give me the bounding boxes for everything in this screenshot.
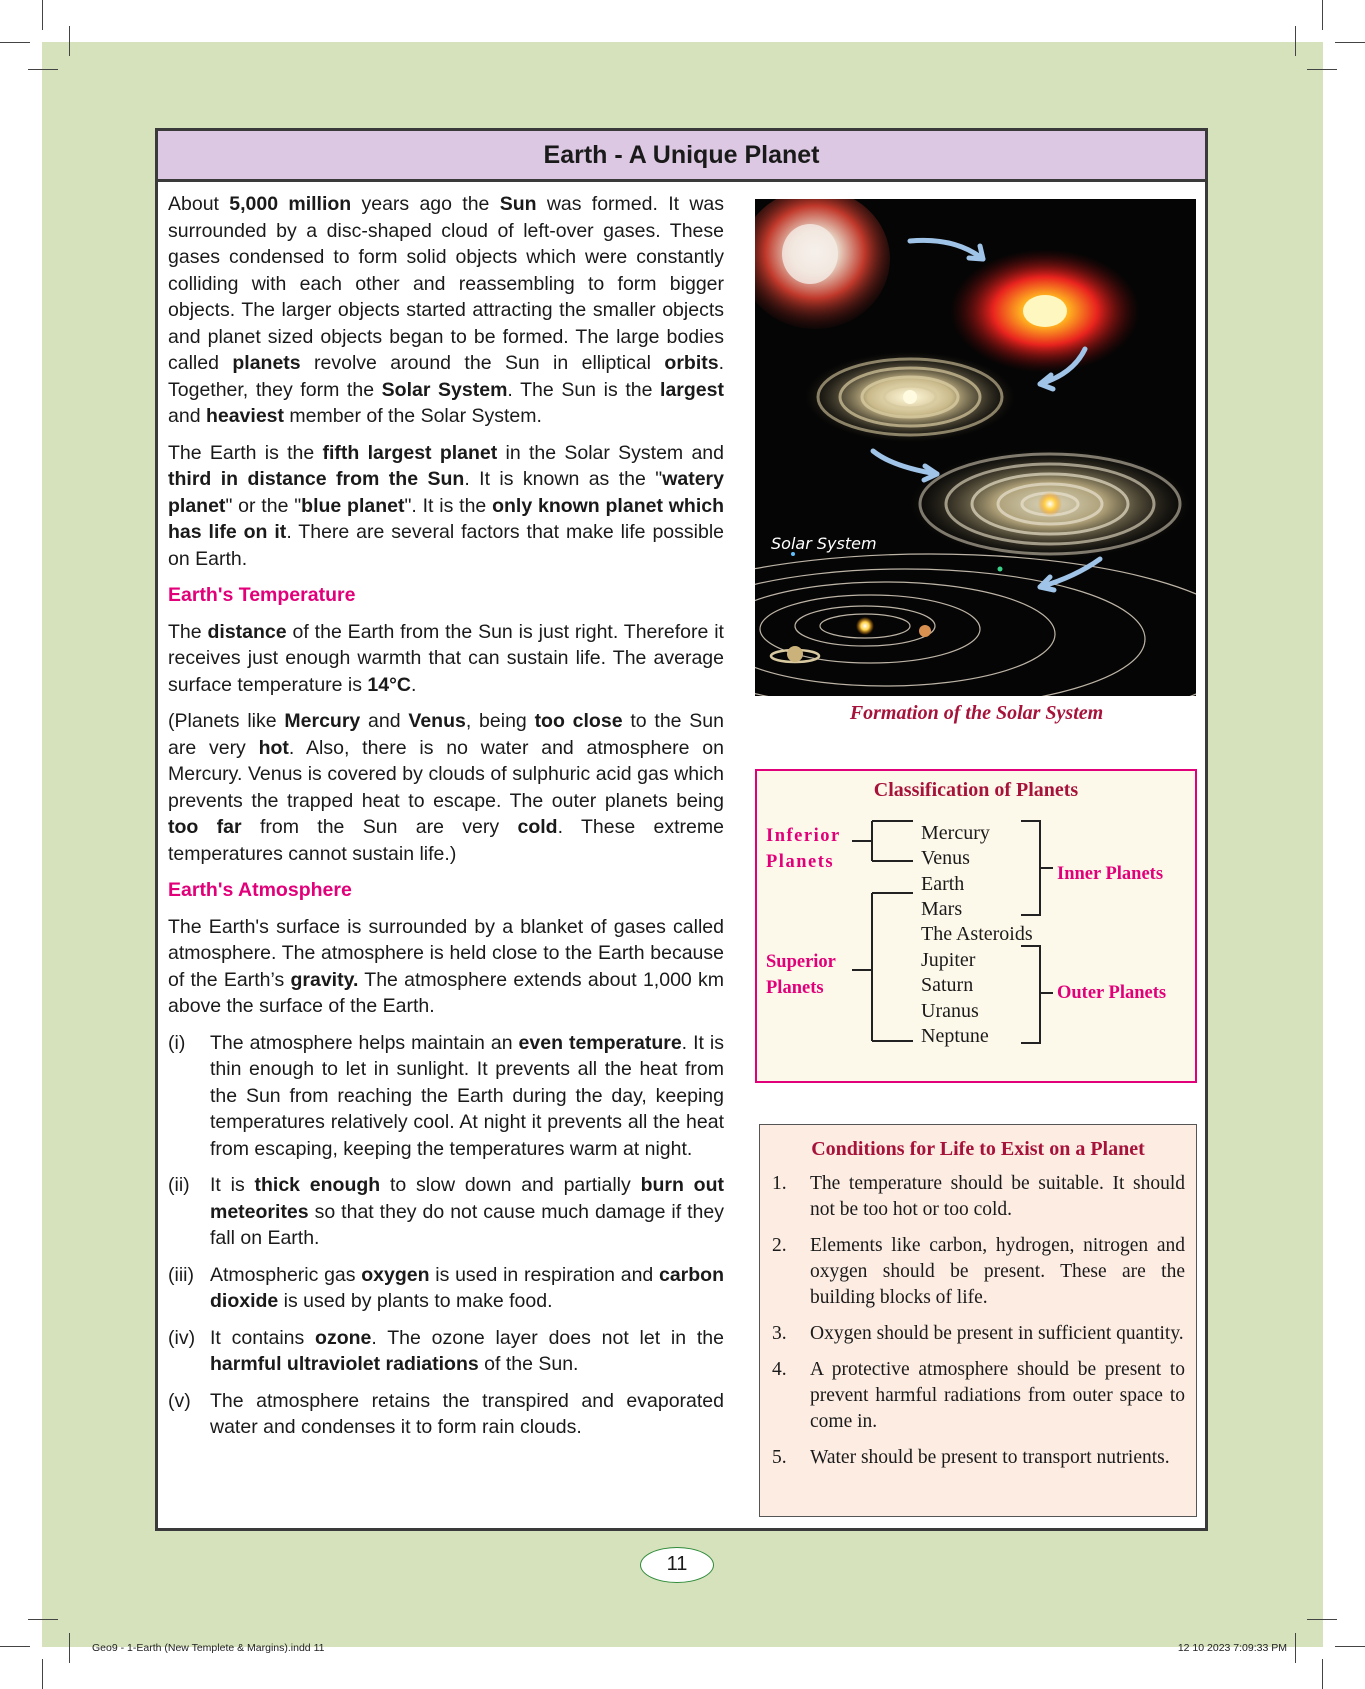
bold-text: third in distance from the Sun — [168, 468, 465, 490]
outer-planets-label: Outer Planets — [1057, 983, 1167, 1003]
figure-column — [755, 199, 1198, 725]
crop-mark — [69, 1633, 70, 1663]
bold-text: 5,000 million — [229, 193, 352, 215]
list-item-text: A protective atmosphere should be present to prevent harmful radiations from outer space to come in. — [810, 1359, 1185, 1432]
text-run: was formed. It was surrounded by a disc-shaped cloud of left-over gases. These gases condensed to form solid objects which were constantly colliding with each other and reassembling to form bigger objects. The larger objects started attracting the smaller objects and planet sized objects began to be formed. The large bodies called — [168, 193, 724, 374]
text-run: and — [360, 710, 409, 732]
text-run: . It is known as the " — [464, 468, 663, 490]
solar-system-formation-image — [755, 199, 1196, 696]
list-item — [168, 1172, 724, 1252]
conditions-title: Conditions for Life to Exist on a Planet — [811, 1138, 1145, 1160]
bold-text: Mercury — [284, 710, 361, 732]
planet-name: Venus — [921, 847, 970, 869]
text-run: Atmospheric gas — [210, 1263, 362, 1286]
crop-mark — [28, 69, 58, 70]
text-run: of the Sun. — [478, 1353, 579, 1375]
text-run: so that they do not cause much damage if they fall on Earth. — [210, 1200, 724, 1249]
planet-name: The Asteroids — [921, 923, 1033, 945]
text-run: . The Sun is the — [507, 378, 661, 401]
bold-text: watery planet — [168, 468, 724, 517]
atmosphere-heading: Earth's Atmosphere — [168, 879, 352, 901]
bold-text: Solar System — [381, 378, 508, 401]
text-run: It contains — [210, 1326, 316, 1349]
text-run: The Earth is the — [168, 441, 323, 464]
crop-mark — [42, 0, 43, 30]
classification-box — [755, 769, 1197, 1083]
bold-text: fifth largest planet — [322, 441, 498, 464]
planet-forming-disk — [910, 449, 1190, 559]
text-run: member of the Solar System. — [284, 405, 542, 427]
bold-text: burn out meteorites — [210, 1174, 724, 1223]
bold-text: hot — [258, 736, 289, 759]
print-slug-timestamp: 12 10 2023 7:09:33 PM — [1177, 1642, 1287, 1654]
text-run: of the Earth from the Sun is just right. Therefore it receives just enough warmth that can sustain life. The average surface temperature is — [168, 620, 724, 696]
atmosphere-points — [168, 1030, 724, 1441]
bold-text: planets — [232, 352, 301, 374]
print-slug-filename: Geo9 - 1-Earth (New Templete & Margins).indd 11 — [92, 1642, 325, 1654]
list-item — [168, 1030, 724, 1163]
inner-bracket — [1021, 821, 1040, 915]
list-item-text — [210, 1030, 724, 1163]
text-run: . There are several factors that make life possible on Earth. — [168, 521, 725, 570]
text-run: . Together, they form the — [168, 352, 724, 401]
list-item — [168, 1325, 724, 1378]
list-item-text — [210, 1262, 724, 1315]
bold-text: carbon dioxide — [210, 1263, 724, 1312]
list-item — [772, 1357, 1185, 1435]
text-run: and — [168, 405, 206, 427]
bold-text: 14°C — [367, 673, 411, 696]
crop-mark — [0, 42, 30, 43]
bold-text: gravity. — [290, 968, 359, 991]
text-run: to slow down and partially — [380, 1174, 641, 1196]
list-item-text: The temperature should be suitable. It should not be too hot or too cold. — [810, 1173, 1185, 1220]
main-text-column — [168, 191, 724, 1451]
text-run: in the Solar System and — [497, 441, 724, 464]
text-run: is used by plants to make food. — [278, 1290, 553, 1312]
list-item — [168, 1388, 724, 1441]
crop-mark — [1295, 26, 1296, 56]
crop-mark — [1307, 69, 1337, 70]
text-run: ". It is the — [404, 494, 493, 517]
bold-text: heaviest — [205, 405, 285, 427]
text-run: The Earth's surface is surrounded by a blanket of gases called atmosphere. The atmosphere is held close to the Earth because of the Earth’s — [168, 915, 724, 991]
text-run: . Also, there is no water and atmosphere on Mercury. Venus is covered by clouds of sulphuric acid gas which prevents the trapped heat to escape. The outer planets being — [168, 736, 724, 812]
planet-name: Mars — [921, 898, 963, 920]
superior-bracket — [872, 893, 913, 1041]
list-item-number: (i) — [168, 1031, 186, 1054]
figure-caption: Formation of the Solar System — [849, 702, 1104, 724]
text-run: " or the " — [225, 494, 302, 517]
page-title: Earth - A Unique Planet — [158, 131, 1205, 182]
crop-mark — [1322, 0, 1323, 30]
intro-paragraph-2 — [168, 440, 724, 573]
protoplanetary-disk — [805, 352, 1015, 442]
classification-title: Classification of Planets — [873, 779, 1079, 801]
crop-mark — [28, 1619, 58, 1620]
list-item — [772, 1171, 1185, 1223]
bold-text: Sun — [499, 193, 537, 215]
text-run: The atmosphere extends about 1,000 km above the surface of the Earth. — [168, 968, 724, 1017]
list-item-text: Water should be present to transport nutrients. — [810, 1447, 1170, 1468]
bold-text: only known planet which has life on it — [168, 494, 725, 543]
text-run: (Planets like — [168, 710, 285, 732]
page-number: 11 — [640, 1547, 714, 1583]
text-run: years ago the — [351, 193, 500, 215]
outer-bracket — [1021, 946, 1040, 1043]
crop-mark — [1307, 1619, 1337, 1620]
bold-text: thick enough — [254, 1174, 381, 1196]
solar-system-label: Solar System — [771, 534, 877, 553]
crop-mark — [1335, 42, 1365, 43]
bold-text: distance — [207, 620, 287, 643]
bold-text: orbits — [664, 352, 719, 374]
text-run: The atmosphere retains the transpired and evaporated water and condenses it to form rain clouds. — [210, 1389, 724, 1438]
text-run: It is — [210, 1174, 255, 1196]
list-item-number: (iii) — [168, 1263, 194, 1286]
text-run: . It is thin enough to let in sunlight. It prevents all the heat from the Sun from reaching the Earth during the day, keeping temperatures relatively cool. At night it prevents all the heat from escaping, keeping the temperatures warm at night. — [210, 1031, 724, 1160]
classification-brackets — [757, 771, 1197, 1083]
text-run: to the Sun are very — [168, 710, 724, 759]
list-item — [772, 1233, 1185, 1311]
bold-text: even temperature — [518, 1031, 682, 1054]
text-run: The atmosphere helps maintain an — [210, 1031, 519, 1054]
bold-text: cold — [517, 816, 558, 838]
bold-text: largest — [660, 378, 724, 401]
conditions-box — [759, 1124, 1197, 1517]
bold-text: ozone — [315, 1326, 372, 1349]
list-item-text — [210, 1325, 724, 1378]
text-run: is used in respiration and — [429, 1263, 659, 1286]
list-item-number: (v) — [168, 1389, 191, 1412]
crop-mark — [1322, 1659, 1323, 1689]
list-item-number: 1. — [772, 1173, 787, 1194]
crop-mark — [42, 1659, 43, 1689]
text-run: revolve around the Sun in elliptical — [300, 352, 665, 374]
bold-text: harmful ultraviolet radiations — [210, 1353, 479, 1375]
text-run: . These extreme temperatures cannot sustain life.) — [168, 816, 724, 865]
list-item-number: 3. — [772, 1323, 787, 1344]
bold-text: Venus — [408, 710, 466, 732]
inner-planets-label: Inner Planets — [1057, 864, 1164, 884]
bold-text: too close — [534, 710, 623, 732]
text-run: from the Sun are very — [241, 816, 518, 838]
inferior-planets-label: Inferior Planets — [766, 826, 841, 872]
crop-mark — [0, 1646, 30, 1647]
list-item-text: Elements like carbon, hydrogen, nitrogen and oxygen should be present. These are the building blocks of life. — [810, 1235, 1185, 1308]
inferior-bracket — [872, 821, 913, 861]
atmosphere-paragraph — [168, 914, 724, 1020]
list-item-number: (ii) — [168, 1174, 190, 1196]
list-item-number: 5. — [772, 1447, 787, 1468]
planet-name: Neptune — [921, 1025, 989, 1047]
list-item-text: Oxygen should be present in sufficient quantity. — [810, 1323, 1184, 1344]
temperature-heading: Earth's Temperature — [168, 584, 356, 606]
crop-mark — [1295, 1633, 1296, 1663]
list-item-text — [210, 1388, 724, 1441]
text-run: The — [168, 620, 208, 643]
list-item — [772, 1445, 1185, 1471]
intro-paragraph-1 — [168, 191, 724, 430]
list-item — [168, 1262, 724, 1315]
list-item — [772, 1321, 1185, 1347]
superior-planets-label: Superior Planets — [766, 952, 836, 998]
bold-text: blue planet — [301, 494, 405, 517]
conditions-list — [760, 1171, 1196, 1471]
list-item-number: 4. — [772, 1359, 787, 1380]
text-run: . The ozone layer does not let in the — [371, 1326, 724, 1349]
temperature-paragraph-1 — [168, 619, 724, 699]
planet-name: Mercury — [921, 822, 990, 844]
planet-name: Earth — [921, 873, 965, 895]
temperature-paragraph-2 — [168, 708, 724, 867]
list-item-number: (iv) — [168, 1326, 196, 1349]
planet-name: Uranus — [921, 1000, 979, 1022]
collapsing-disk — [950, 249, 1140, 373]
crop-mark — [1335, 1646, 1365, 1647]
bold-text: oxygen — [361, 1263, 430, 1286]
list-item-text — [210, 1172, 724, 1252]
list-item-number: 2. — [772, 1235, 787, 1256]
text-run: , being — [465, 710, 535, 732]
planet-name: Jupiter — [921, 949, 976, 971]
planet-name: Saturn — [921, 974, 974, 996]
bold-text: too far — [168, 816, 242, 838]
text-run: About — [168, 193, 230, 215]
content-frame — [155, 128, 1208, 1531]
text-run: . — [411, 673, 417, 696]
crop-mark — [69, 26, 70, 56]
